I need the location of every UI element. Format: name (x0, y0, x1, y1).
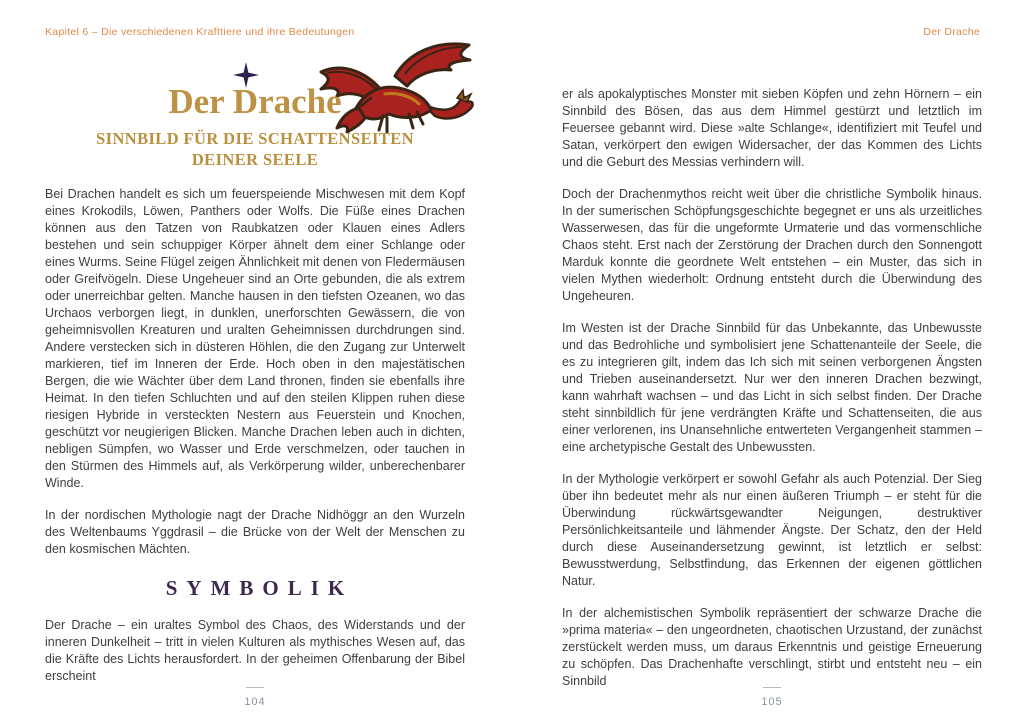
subtitle-line-2: DEINER SEELE (191, 150, 319, 170)
page-number: 104 (244, 696, 266, 708)
paragraph: er als apokalyptisches Monster mit sieben Köpfen und zehn Hörnern – ein Sinnbild des Bösen, das aus dem Himmel gestürzt und letztlich im Feuersee gebannt wird. Diese »alte Schlange«, identifiziert mit Teufel und Satan, verkörpert den ewigen Widersacher, der das Kommen des Lichts und die Geburt des Messias verhindern will. (562, 87, 982, 169)
left-body-text (45, 186, 465, 700)
page-footer-left (45, 687, 465, 710)
subtitle-line-1: SINNBILD FÜR DIE SCHATTENSEITEN (96, 129, 414, 148)
page-number: 105 (761, 696, 783, 708)
paragraph: Im Westen ist der Drache Sinnbild für das Unbekannte, das Unbewusste und das Bedrohliche und symbolisiert jene Schattenanteile der Seele, die es zu integrieren gilt, indem das Ich sich mit seinen verborgenen Ängsten und Trieben auseinandersetzt. Nur wer den inneren Drachen bezwingt, kann wahrhaft wachsen – und das Licht in sich selbst finden. Der Drache steht sinnbildlich für jene verdrängten Kräfte und Schattenseiten, die aus einer verlorenen, ins Unansehnliche entwerteten Vergangenheit stammen – eine archetypische Gestalt des Unbewussten. (562, 321, 982, 454)
page-footer-right (562, 687, 982, 710)
footer-rule (763, 687, 781, 688)
paragraph: In der alchemistischen Symbolik repräsentiert der schwarze Drache die »prima materia« – den ungeordneten, chaotischen Urzustand, der zunächst zerstückelt werden muss, um daraus Erkenntnis und geistige Erneuerung zu schöpfen. Das Drachenhafte verschlingt, stirbt und entsteht neu – ein Sinnbild (562, 606, 982, 688)
paragraph: Der Drache – ein uraltes Symbol des Chaos, des Widerstands und der inneren Dunkelheit – tritt in vielen Kulturen als mythisches Wesen auf, das die Kräfte des Lichts herausfordert. In der geheimen Offenbarung der Bibel erscheint (45, 618, 465, 683)
page-subtitle (45, 128, 465, 170)
page-right (562, 0, 982, 724)
paragraph: In der Mythologie verkörpert er sowohl Gefahr als auch Potenzial. Der Sieg über ihn bedeutet mehr als nur einen äußeren Triumph – er steht für die Überwindung rückwärtsgewandter Neigungen, destruktiver Persönlichkeitsanteile und lähmender Ängste. Der Schatz, den der Held durch diese Auseinandersetzung gewinnt, ist letztlich er selbst: Bewusstwerdung, Selbstfindung, das Erkennen der eigenen göttlichen Natur. (562, 472, 982, 588)
page-left (45, 0, 465, 724)
right-body-text (562, 86, 982, 705)
paragraph: In der nordischen Mythologie nagt der Drache Nidhöggr an den Wurzeln des Weltenbaums Yggdrasil – die Brücke von der Welt der Menschen zu den kosmischen Mächten. (45, 508, 465, 556)
paragraph: Bei Drachen handelt es sich um feuerspeiende Mischwesen mit dem Kopf eines Krokodils, Löwen, Panthers oder Wolfs. Die Füße eines Drachen können aus den Tatzen von Raubkatzen oder Klauen eines Adlers bestehen und sein schuppiger Körper ähnelt dem einer Schlange oder eines Wurms. Seine Flügel zeigen Ähnlichkeit mit denen von Fledermäusen oder Greifvögeln. Diese Ungeheuer sind an Orte gebunden, die als extrem oder unerreichbar gelten. Manche hausen in den tiefsten Ozeanen, wo das Urchaos verborgen liegt, in dunklen, unerforschten Gewässern, die von geheimnisvollen Kreaturen und uralten Geheimnissen durchdrungen sind. Andere verstecken sich in düsteren Höhlen, die den Zugang zur Unterwelt markieren, tief im Inneren der Erde. Hoch oben in den majestätischen Bergen, die wie Wächter über dem Land thronen, finden sie ebenfalls ihre Heimat. In den tiefen Schluchten und auf den steilen Klippen ruhen diese riesigen Hybride in versteckten Nestern aus Feuerstein und Knochen, geschützt vor neugierigen Blicken. Manche Drachen leben auch in dichten, nebligen Sümpfen, wo Wasser und Erde verschmelzen, oder tauchen in den Stürmen des Himmels auf, als Verkörperung wilder, unberechenbarer Winde. (45, 187, 465, 490)
section-heading-symbolik: SYMBOLIK (165, 576, 354, 600)
page-title: Der Drache (168, 82, 342, 121)
paragraph: Doch der Drachenmythos reicht weit über die christliche Symbolik hinaus. In der sumerischen Schöpfungsgeschichte begegnet er uns als urzeitliches Wasserwesen, das für die ungeformte Urmaterie und das vormenschliche Chaos steht. Erst nach der Zerstörung der Drachen durch den Sonnengott Marduk konnte die geordnete Welt entstehen – ein Muster, das sich in vielen Mythen wiederholt: Ordnung entsteht durch die Überwindung des Ungeheuren. (562, 187, 982, 303)
running-head-topic: Der Drache (923, 26, 980, 38)
running-head-chapter: Kapitel 6 – Die verschiedenen Krafttiere und ihre Bedeutungen (45, 26, 355, 38)
footer-rule (246, 687, 264, 688)
